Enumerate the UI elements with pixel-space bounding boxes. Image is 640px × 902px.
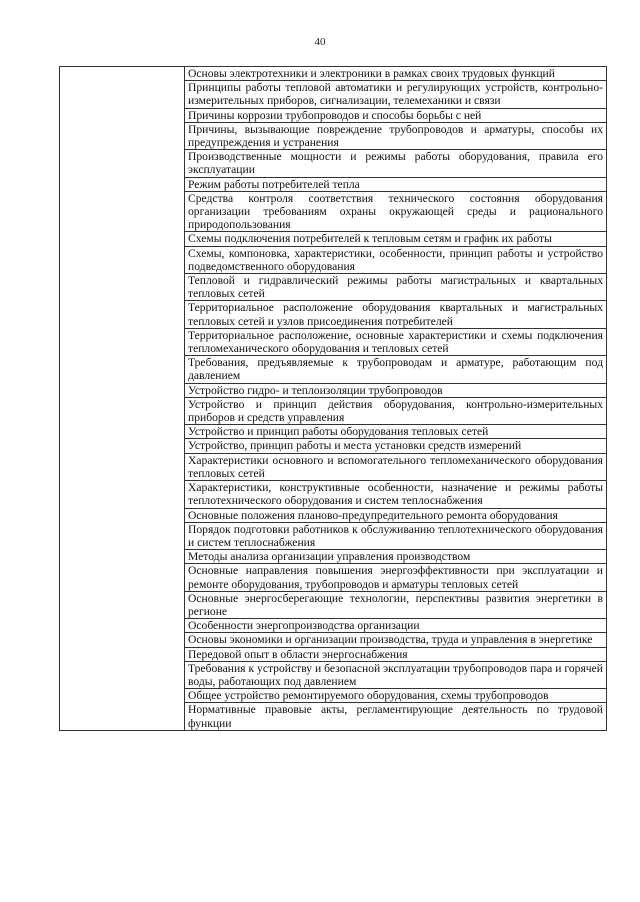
knowledge-item: Устройство и принцип работы оборудования тепловых сетей [185,425,607,439]
knowledge-item: Основные направления повышения энергоэффективности при эксплуатации и ремонте оборудования, трубопроводов и арматуры тепловых сетей [185,564,607,591]
knowledge-item: Передовой опыт в области энергоснабжения [185,647,607,661]
knowledge-item: Общее устройство ремонтируемого оборудования, схемы трубопроводов [185,689,607,703]
knowledge-item: Тепловой и гидравлический режимы работы магистральных и квартальных тепловых сетей [185,274,607,301]
knowledge-item: Основы экономики и организации производства, труда и управления в энергетике [185,633,607,647]
knowledge-item: Принципы работы тепловой автоматики и регулирующих устройств, контрольно-измерительных приборов, сигнализации, телемеханики и связи [185,81,607,108]
knowledge-item: Территориальное расположение, основные характеристики и схемы подключения тепломеханического оборудования и тепловых сетей [185,328,607,355]
knowledge-item: Характеристики основного и вспомогательного тепломеханического оборудования тепловых сетей [185,453,607,480]
knowledge-item: Устройство и принцип действия оборудования, контрольно-измерительных приборов и средств управления [185,397,607,424]
knowledge-item: Основные энергосберегающие технологии, перспективы развития энергетики в регионе [185,591,607,618]
left-column-cell [60,67,185,731]
knowledge-item: Причины, вызывающие повреждение трубопроводов и арматуры, способы их предупреждения и устранения [185,122,607,149]
knowledge-item: Требования, предъявляемые к трубопроводам и арматуре, работающим под давлением [185,356,607,383]
knowledge-item: Устройство, принцип работы и места установки средств измерений [185,439,607,453]
knowledge-item: Методы анализа организации управления производством [185,550,607,564]
page-number: 40 [314,36,326,48]
knowledge-item: Территориальное расположение оборудования квартальных и магистральных тепловых сетей и узлов присоединения потребителей [185,301,607,328]
knowledge-table-body [60,67,607,731]
knowledge-item: Требования к устройству и безопасной эксплуатации трубопроводов пара и горячей воды, работающих под давлением [185,661,607,688]
knowledge-item: Нормативные правовые акты, регламентирующие деятельность по трудовой функции [185,703,607,730]
knowledge-item: Причины коррозии трубопроводов и способы борьбы с ней [185,108,607,122]
knowledge-item: Схемы подключения потребителей к тепловым сетям и график их работы [185,232,607,246]
table-row [60,67,607,81]
knowledge-item: Характеристики, конструктивные особенности, назначение и режимы работы теплотехнического оборудования и систем теплоснабжения [185,481,607,508]
knowledge-item: Режим работы потребителей тепла [185,177,607,191]
knowledge-table [59,66,607,731]
knowledge-item: Схемы, компоновка, характеристики, особенности, принцип работы и устройство подведомственного оборудования [185,246,607,273]
knowledge-item: Средства контроля соответствия технического состояния оборудования организации требованиям охраны окружающей среды и рационального природопользования [185,191,607,232]
knowledge-item: Основы электротехники и электроники в рамках своих трудовых функций [185,67,607,81]
knowledge-item: Порядок подготовки работников к обслуживанию теплотехнического оборудования и систем теплоснабжения [185,522,607,549]
knowledge-item: Основные положения планово-предупредительного ремонта оборудования [185,508,607,522]
knowledge-item: Особенности энергопроизводства организации [185,619,607,633]
knowledge-item: Устройство гидро- и теплоизоляции трубопроводов [185,383,607,397]
knowledge-item: Производственные мощности и режимы работы оборудования, правила его эксплуатации [185,150,607,177]
